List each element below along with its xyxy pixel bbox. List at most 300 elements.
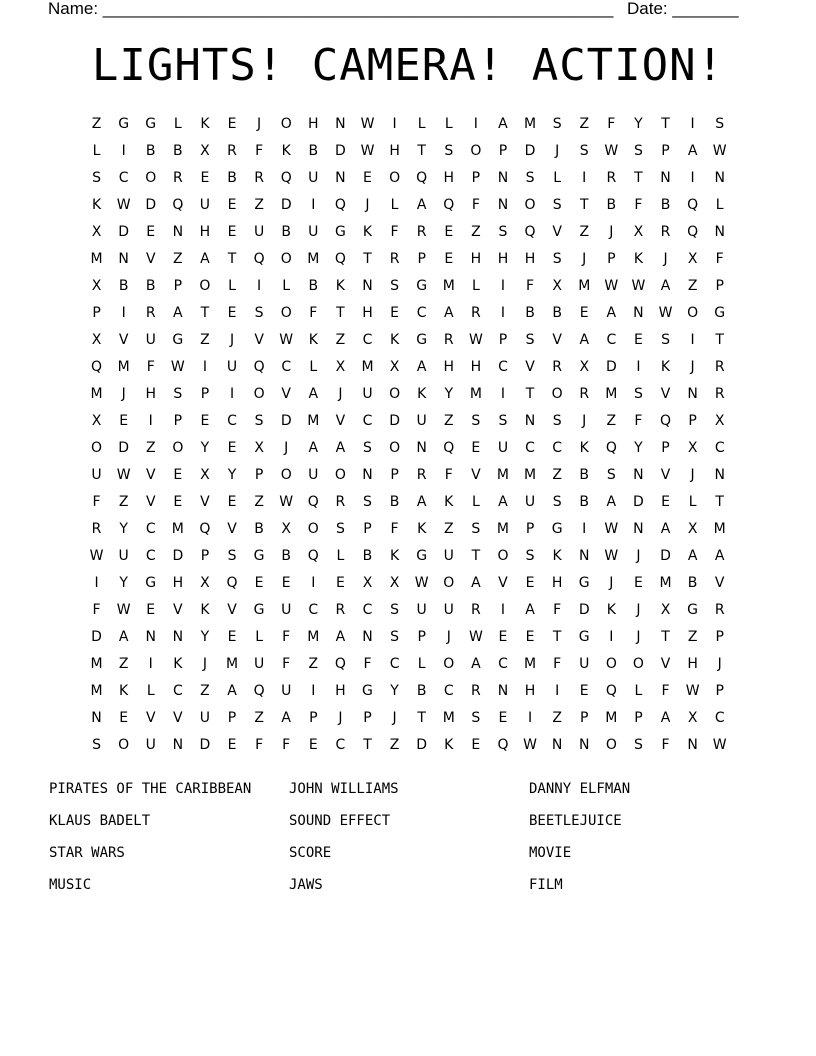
grid-letter[interactable]: I bbox=[527, 710, 533, 726]
grid-letter[interactable]: B bbox=[173, 143, 183, 159]
grid-letter[interactable]: F bbox=[282, 656, 291, 672]
grid-letter[interactable]: R bbox=[91, 521, 102, 537]
grid-letter[interactable]: Y bbox=[634, 116, 643, 132]
grid-letter[interactable]: V bbox=[145, 251, 156, 267]
grid-letter[interactable]: X bbox=[552, 278, 562, 294]
grid-letter[interactable]: O bbox=[551, 386, 563, 402]
grid-letter[interactable]: D bbox=[118, 440, 130, 456]
grid-letter[interactable]: L bbox=[336, 548, 345, 564]
grid-letter[interactable]: S bbox=[363, 494, 372, 510]
grid-letter[interactable]: B bbox=[579, 494, 590, 510]
grid-letter[interactable]: W bbox=[414, 575, 429, 591]
grid-letter[interactable]: W bbox=[360, 116, 375, 132]
grid-letter[interactable]: B bbox=[660, 197, 671, 213]
grid-letter[interactable]: J bbox=[202, 656, 207, 672]
grid-letter[interactable]: L bbox=[715, 197, 724, 213]
grid-letter[interactable]: P bbox=[715, 683, 724, 699]
grid-letter[interactable]: P bbox=[471, 170, 481, 186]
grid-letter[interactable]: G bbox=[714, 305, 726, 321]
grid-letter[interactable]: Q bbox=[687, 224, 699, 240]
grid-letter[interactable]: E bbox=[227, 737, 237, 753]
grid-letter[interactable]: P bbox=[390, 467, 399, 483]
grid-letter[interactable]: N bbox=[497, 170, 509, 186]
grid-letter[interactable]: I bbox=[636, 359, 641, 375]
grid-letter[interactable]: Q bbox=[172, 197, 184, 213]
grid-letter[interactable]: R bbox=[416, 467, 427, 483]
grid-letter[interactable]: N bbox=[497, 683, 509, 699]
grid-letter[interactable]: C bbox=[281, 359, 292, 375]
grid-letter[interactable]: O bbox=[280, 116, 292, 132]
grid-letter[interactable]: T bbox=[661, 116, 670, 132]
grid-letter[interactable]: K bbox=[91, 197, 102, 213]
grid-letter[interactable]: O bbox=[389, 440, 401, 456]
grid-letter[interactable]: U bbox=[308, 170, 319, 186]
grid-letter[interactable]: E bbox=[173, 494, 183, 510]
grid-letter[interactable]: A bbox=[416, 197, 427, 213]
grid-letter[interactable]: G bbox=[172, 332, 184, 348]
grid-letter[interactable]: O bbox=[280, 251, 292, 267]
grid-letter[interactable]: T bbox=[552, 629, 562, 645]
grid-letter[interactable]: V bbox=[552, 224, 562, 240]
grid-letter[interactable]: B bbox=[145, 143, 156, 159]
grid-letter[interactable]: L bbox=[255, 629, 264, 645]
grid-letter[interactable]: B bbox=[687, 575, 698, 591]
grid-letter[interactable]: X bbox=[91, 413, 102, 429]
grid-letter[interactable]: O bbox=[118, 737, 130, 753]
grid-letter[interactable]: P bbox=[309, 710, 318, 726]
grid-letter[interactable]: U bbox=[362, 386, 373, 402]
grid-letter[interactable]: N bbox=[714, 170, 725, 186]
grid-letter[interactable]: B bbox=[362, 548, 373, 564]
grid-letter[interactable]: L bbox=[444, 116, 453, 132]
grid-letter[interactable]: E bbox=[227, 224, 237, 240]
grid-letter[interactable]: W bbox=[631, 278, 646, 294]
grid-letter[interactable]: Q bbox=[334, 656, 346, 672]
grid-letter[interactable]: O bbox=[307, 521, 319, 537]
grid-letter[interactable]: F bbox=[363, 656, 372, 672]
grid-letter[interactable]: F bbox=[444, 467, 453, 483]
grid-letter[interactable]: Z bbox=[91, 116, 102, 132]
grid-letter[interactable]: A bbox=[118, 629, 129, 645]
grid-letter[interactable]: D bbox=[145, 197, 157, 213]
grid-letter[interactable]: I bbox=[148, 413, 153, 429]
grid-letter[interactable]: R bbox=[714, 386, 725, 402]
grid-letter[interactable]: E bbox=[146, 224, 156, 240]
grid-letter[interactable]: X bbox=[362, 575, 373, 591]
grid-letter[interactable]: N bbox=[362, 467, 373, 483]
grid-letter[interactable]: Z bbox=[173, 251, 183, 267]
grid-letter[interactable]: G bbox=[253, 602, 265, 618]
grid-letter[interactable]: I bbox=[392, 116, 397, 132]
grid-letter[interactable]: I bbox=[500, 602, 506, 618]
grid-letter[interactable]: X bbox=[579, 359, 590, 375]
grid-letter[interactable]: L bbox=[553, 170, 562, 186]
grid-letter[interactable]: Z bbox=[606, 413, 617, 429]
grid-letter[interactable]: I bbox=[94, 575, 99, 591]
grid-letter[interactable]: X bbox=[91, 278, 102, 294]
grid-letter[interactable]: P bbox=[254, 467, 264, 483]
grid-letter[interactable]: D bbox=[118, 224, 130, 240]
grid-letter[interactable]: K bbox=[417, 521, 427, 537]
grid-letter[interactable]: L bbox=[390, 197, 399, 213]
grid-letter[interactable]: Y bbox=[119, 575, 128, 591]
grid-letter[interactable]: E bbox=[281, 575, 291, 591]
grid-letter[interactable]: V bbox=[281, 386, 291, 402]
grid-letter[interactable]: H bbox=[443, 170, 455, 186]
grid-letter[interactable]: U bbox=[145, 332, 156, 348]
grid-letter[interactable]: Z bbox=[687, 629, 698, 645]
grid-letter[interactable]: D bbox=[280, 197, 292, 213]
grid-letter[interactable]: C bbox=[335, 737, 346, 753]
grid-letter[interactable]: Z bbox=[443, 521, 454, 537]
grid-letter[interactable]: F bbox=[526, 278, 535, 294]
grid-letter[interactable]: H bbox=[389, 143, 400, 159]
grid-letter[interactable]: T bbox=[363, 737, 372, 753]
grid-letter[interactable]: J bbox=[338, 386, 343, 402]
grid-letter[interactable]: P bbox=[363, 710, 372, 726]
grid-letter[interactable]: H bbox=[551, 575, 563, 591]
grid-letter[interactable]: P bbox=[417, 629, 426, 645]
grid-letter[interactable]: G bbox=[416, 548, 428, 564]
grid-letter[interactable]: Q bbox=[334, 197, 346, 213]
grid-letter[interactable]: O bbox=[389, 170, 401, 186]
grid-letter[interactable]: Z bbox=[335, 332, 346, 348]
grid-letter[interactable]: R bbox=[660, 224, 671, 240]
grid-letter[interactable]: I bbox=[473, 116, 478, 132]
grid-letter[interactable]: M bbox=[117, 359, 130, 375]
grid-letter[interactable]: C bbox=[118, 170, 129, 186]
grid-letter[interactable]: Z bbox=[118, 494, 129, 510]
grid-letter[interactable]: H bbox=[335, 683, 346, 699]
grid-letter[interactable]: T bbox=[227, 251, 237, 267]
grid-letter[interactable]: E bbox=[633, 332, 643, 348]
grid-letter[interactable]: S bbox=[661, 332, 670, 348]
grid-letter[interactable]: N bbox=[714, 224, 725, 240]
grid-letter[interactable]: A bbox=[335, 629, 346, 645]
grid-letter[interactable]: C bbox=[416, 305, 427, 321]
grid-letter[interactable]: Z bbox=[200, 683, 210, 699]
grid-letter[interactable]: N bbox=[335, 170, 346, 186]
grid-letter[interactable]: A bbox=[606, 305, 617, 321]
grid-letter[interactable]: X bbox=[389, 359, 400, 375]
grid-letter[interactable]: E bbox=[633, 575, 643, 591]
grid-letter[interactable]: W bbox=[523, 737, 537, 753]
grid-letter[interactable]: F bbox=[255, 737, 264, 753]
grid-letter[interactable]: J bbox=[663, 251, 668, 267]
grid-letter[interactable]: I bbox=[690, 116, 695, 132]
grid-letter[interactable]: N bbox=[145, 629, 156, 645]
grid-letter[interactable]: R bbox=[552, 359, 562, 375]
grid-letter[interactable]: E bbox=[661, 494, 670, 510]
grid-letter[interactable]: S bbox=[633, 737, 643, 753]
grid-letter[interactable]: W bbox=[170, 359, 185, 375]
grid-letter[interactable]: L bbox=[634, 683, 643, 699]
grid-letter[interactable]: S bbox=[579, 143, 589, 159]
grid-letter[interactable]: Q bbox=[199, 521, 211, 537]
grid-letter[interactable]: B bbox=[606, 197, 617, 213]
grid-letter[interactable]: F bbox=[390, 521, 399, 537]
grid-letter[interactable]: N bbox=[524, 413, 536, 429]
grid-letter[interactable]: W bbox=[712, 143, 727, 159]
grid-letter[interactable]: M bbox=[442, 278, 455, 294]
grid-letter[interactable]: X bbox=[200, 575, 210, 591]
grid-letter[interactable]: S bbox=[498, 224, 508, 240]
grid-letter[interactable]: S bbox=[552, 197, 562, 213]
grid-letter[interactable]: V bbox=[714, 575, 725, 591]
grid-letter[interactable]: P bbox=[715, 278, 724, 294]
grid-letter[interactable]: W bbox=[658, 305, 673, 321]
grid-letter[interactable]: C bbox=[443, 683, 454, 699]
grid-letter[interactable]: I bbox=[582, 521, 587, 537]
grid-letter[interactable]: A bbox=[525, 602, 535, 618]
grid-letter[interactable]: C bbox=[714, 440, 725, 456]
grid-letter[interactable]: E bbox=[119, 413, 129, 429]
grid-letter[interactable]: P bbox=[715, 629, 724, 645]
grid-letter[interactable]: O bbox=[91, 440, 103, 456]
grid-letter[interactable]: M bbox=[469, 386, 482, 402]
grid-letter[interactable]: Z bbox=[308, 656, 319, 672]
grid-letter[interactable]: K bbox=[200, 602, 210, 618]
grid-letter[interactable]: N bbox=[578, 548, 590, 564]
grid-letter[interactable]: J bbox=[609, 224, 614, 240]
grid-letter[interactable]: M bbox=[442, 710, 455, 726]
grid-letter[interactable]: A bbox=[443, 305, 454, 321]
grid-letter[interactable]: U bbox=[91, 467, 102, 483]
grid-letter[interactable]: S bbox=[525, 332, 535, 348]
grid-letter[interactable]: N bbox=[335, 116, 346, 132]
grid-letter[interactable]: D bbox=[660, 548, 671, 564]
grid-letter[interactable]: B bbox=[308, 278, 319, 294]
grid-letter[interactable]: A bbox=[471, 656, 481, 672]
grid-letter[interactable]: D bbox=[91, 629, 102, 645]
grid-letter[interactable]: R bbox=[227, 143, 237, 159]
grid-letter[interactable]: A bbox=[606, 494, 617, 510]
grid-letter[interactable]: G bbox=[687, 602, 699, 618]
grid-letter[interactable]: S bbox=[715, 116, 725, 132]
grid-letter[interactable]: Q bbox=[416, 170, 428, 186]
grid-letter[interactable]: L bbox=[228, 278, 236, 294]
grid-letter[interactable]: I bbox=[148, 656, 153, 672]
grid-letter[interactable]: F bbox=[553, 602, 562, 618]
grid-letter[interactable]: P bbox=[417, 251, 426, 267]
grid-letter[interactable]: M bbox=[605, 386, 618, 402]
grid-letter[interactable]: S bbox=[525, 170, 535, 186]
grid-letter[interactable]: U bbox=[281, 683, 292, 699]
grid-letter[interactable]: M bbox=[713, 521, 726, 537]
grid-letter[interactable]: D bbox=[335, 143, 346, 159]
grid-letter[interactable]: B bbox=[579, 467, 590, 483]
grid-letter[interactable]: O bbox=[280, 467, 292, 483]
grid-letter[interactable]: M bbox=[524, 116, 537, 132]
grid-letter[interactable]: I bbox=[121, 143, 126, 159]
grid-letter[interactable]: N bbox=[362, 629, 373, 645]
grid-letter[interactable]: P bbox=[363, 521, 372, 537]
grid-letter[interactable]: A bbox=[714, 548, 725, 564]
grid-letter[interactable]: J bbox=[582, 413, 587, 429]
grid-letter[interactable]: M bbox=[524, 656, 537, 672]
grid-letter[interactable]: A bbox=[308, 386, 319, 402]
grid-letter[interactable]: J bbox=[636, 602, 641, 618]
grid-letter[interactable]: E bbox=[444, 251, 454, 267]
grid-letter[interactable]: F bbox=[471, 197, 480, 213]
grid-letter[interactable]: G bbox=[118, 116, 130, 132]
grid-letter[interactable]: X bbox=[633, 224, 644, 240]
grid-letter[interactable]: A bbox=[416, 359, 427, 375]
grid-letter[interactable]: C bbox=[498, 359, 508, 375]
grid-letter[interactable]: C bbox=[227, 413, 237, 429]
grid-letter[interactable]: Z bbox=[579, 224, 590, 240]
grid-letter[interactable]: H bbox=[145, 386, 156, 402]
grid-letter[interactable]: X bbox=[687, 521, 698, 537]
grid-letter[interactable]: N bbox=[578, 737, 590, 753]
grid-letter[interactable]: G bbox=[253, 548, 265, 564]
grid-letter[interactable]: E bbox=[200, 413, 210, 429]
grid-letter[interactable]: V bbox=[471, 467, 481, 483]
grid-letter[interactable]: M bbox=[524, 467, 537, 483]
grid-letter[interactable]: Q bbox=[497, 737, 509, 753]
grid-letter[interactable]: T bbox=[417, 710, 426, 726]
grid-letter[interactable]: A bbox=[687, 143, 698, 159]
grid-letter[interactable]: S bbox=[254, 413, 264, 429]
grid-letter[interactable]: U bbox=[253, 656, 265, 672]
grid-letter[interactable]: D bbox=[172, 548, 184, 564]
grid-letter[interactable]: C bbox=[172, 683, 183, 699]
grid-letter[interactable]: L bbox=[417, 656, 426, 672]
grid-letter[interactable]: T bbox=[471, 548, 481, 564]
grid-letter[interactable]: A bbox=[200, 251, 210, 267]
grid-letter[interactable]: U bbox=[281, 602, 292, 618]
grid-letter[interactable]: G bbox=[145, 575, 157, 591]
grid-letter[interactable]: P bbox=[525, 521, 535, 537]
grid-letter[interactable]: G bbox=[416, 278, 428, 294]
grid-letter[interactable]: I bbox=[500, 386, 506, 402]
grid-letter[interactable]: E bbox=[390, 305, 399, 321]
grid-letter[interactable]: M bbox=[578, 278, 591, 294]
grid-letter[interactable]: A bbox=[687, 548, 698, 564]
grid-letter[interactable]: N bbox=[551, 737, 563, 753]
grid-letter[interactable]: F bbox=[309, 305, 318, 321]
grid-letter[interactable]: W bbox=[685, 683, 700, 699]
grid-letter[interactable]: K bbox=[552, 548, 562, 564]
grid-letter[interactable]: T bbox=[417, 143, 426, 159]
grid-letter[interactable]: S bbox=[335, 521, 345, 537]
grid-letter[interactable]: E bbox=[227, 440, 237, 456]
grid-letter[interactable]: U bbox=[443, 602, 454, 618]
grid-letter[interactable]: R bbox=[606, 170, 617, 186]
grid-letter[interactable]: K bbox=[362, 224, 373, 240]
grid-letter[interactable]: J bbox=[555, 143, 560, 159]
grid-letter[interactable]: P bbox=[200, 548, 210, 564]
grid-letter[interactable]: T bbox=[661, 629, 670, 645]
grid-letter[interactable]: R bbox=[470, 602, 481, 618]
grid-letter[interactable]: N bbox=[687, 386, 698, 402]
grid-letter[interactable]: E bbox=[119, 710, 129, 726]
grid-letter[interactable]: U bbox=[226, 359, 238, 375]
grid-letter[interactable]: O bbox=[334, 467, 346, 483]
grid-letter[interactable]: X bbox=[281, 521, 291, 537]
grid-letter[interactable]: K bbox=[389, 332, 400, 348]
grid-letter[interactable]: N bbox=[687, 737, 698, 753]
grid-letter[interactable]: E bbox=[363, 170, 372, 186]
grid-letter[interactable]: W bbox=[604, 143, 619, 159]
grid-letter[interactable]: V bbox=[660, 467, 671, 483]
grid-letter[interactable]: J bbox=[636, 629, 641, 645]
grid-letter[interactable]: G bbox=[578, 575, 590, 591]
grid-letter[interactable]: O bbox=[280, 305, 292, 321]
grid-letter[interactable]: I bbox=[257, 278, 262, 294]
grid-letter[interactable]: Z bbox=[254, 710, 264, 726]
grid-letter[interactable]: Q bbox=[307, 494, 319, 510]
grid-letter[interactable]: U bbox=[443, 548, 454, 564]
grid-letter[interactable]: N bbox=[172, 629, 184, 645]
grid-letter[interactable]: Z bbox=[145, 440, 156, 456]
grid-letter[interactable]: Z bbox=[552, 467, 562, 483]
grid-letter[interactable]: Q bbox=[687, 197, 699, 213]
grid-letter[interactable]: F bbox=[92, 494, 101, 510]
grid-letter[interactable]: N bbox=[91, 710, 102, 726]
grid-letter[interactable]: N bbox=[172, 224, 184, 240]
grid-letter[interactable]: F bbox=[553, 656, 562, 672]
grid-letter[interactable]: M bbox=[605, 710, 618, 726]
grid-letter[interactable]: N bbox=[497, 197, 509, 213]
grid-letter[interactable]: M bbox=[90, 656, 103, 672]
grid-letter[interactable]: X bbox=[714, 413, 725, 429]
grid-letter[interactable]: R bbox=[416, 224, 427, 240]
grid-letter[interactable]: W bbox=[116, 602, 131, 618]
grid-letter[interactable]: C bbox=[714, 710, 725, 726]
grid-letter[interactable]: I bbox=[311, 683, 316, 699]
grid-letter[interactable]: W bbox=[604, 548, 619, 564]
grid-letter[interactable]: Y bbox=[390, 683, 399, 699]
grid-letter[interactable]: O bbox=[605, 737, 617, 753]
grid-letter[interactable]: S bbox=[390, 278, 400, 294]
grid-letter[interactable]: H bbox=[497, 251, 509, 267]
grid-letter[interactable]: F bbox=[282, 629, 291, 645]
grid-letter[interactable]: F bbox=[634, 197, 643, 213]
grid-letter[interactable]: J bbox=[717, 656, 722, 672]
grid-letter[interactable]: P bbox=[200, 386, 210, 402]
grid-letter[interactable]: B bbox=[308, 143, 319, 159]
grid-letter[interactable]: A bbox=[660, 710, 671, 726]
grid-letter[interactable]: Y bbox=[227, 467, 237, 483]
grid-letter[interactable]: K bbox=[335, 278, 345, 294]
grid-letter[interactable]: G bbox=[578, 629, 590, 645]
grid-letter[interactable]: L bbox=[282, 278, 291, 294]
grid-letter[interactable]: T bbox=[634, 170, 643, 186]
grid-letter[interactable]: W bbox=[360, 143, 375, 159]
grid-letter[interactable]: R bbox=[470, 305, 481, 321]
grid-letter[interactable]: K bbox=[200, 116, 210, 132]
grid-letter[interactable]: O bbox=[632, 656, 644, 672]
grid-letter[interactable]: J bbox=[582, 251, 587, 267]
grid-letter[interactable]: G bbox=[362, 683, 373, 699]
grid-letter[interactable]: H bbox=[524, 251, 536, 267]
grid-letter[interactable]: G bbox=[145, 116, 157, 132]
grid-letter[interactable]: I bbox=[202, 359, 207, 375]
grid-letter[interactable]: V bbox=[227, 521, 237, 537]
grid-letter[interactable]: U bbox=[118, 548, 129, 564]
grid-letter[interactable]: T bbox=[200, 305, 210, 321]
grid-letter[interactable]: Z bbox=[687, 278, 698, 294]
grid-letter[interactable]: Z bbox=[552, 710, 562, 726]
grid-letter[interactable]: E bbox=[200, 170, 210, 186]
grid-letter[interactable]: Y bbox=[444, 386, 454, 402]
grid-letter[interactable]: S bbox=[173, 386, 183, 402]
grid-letter[interactable]: Q bbox=[334, 251, 346, 267]
grid-letter[interactable]: O bbox=[524, 197, 536, 213]
grid-letter[interactable]: X bbox=[687, 440, 698, 456]
grid-letter[interactable]: S bbox=[363, 440, 372, 456]
